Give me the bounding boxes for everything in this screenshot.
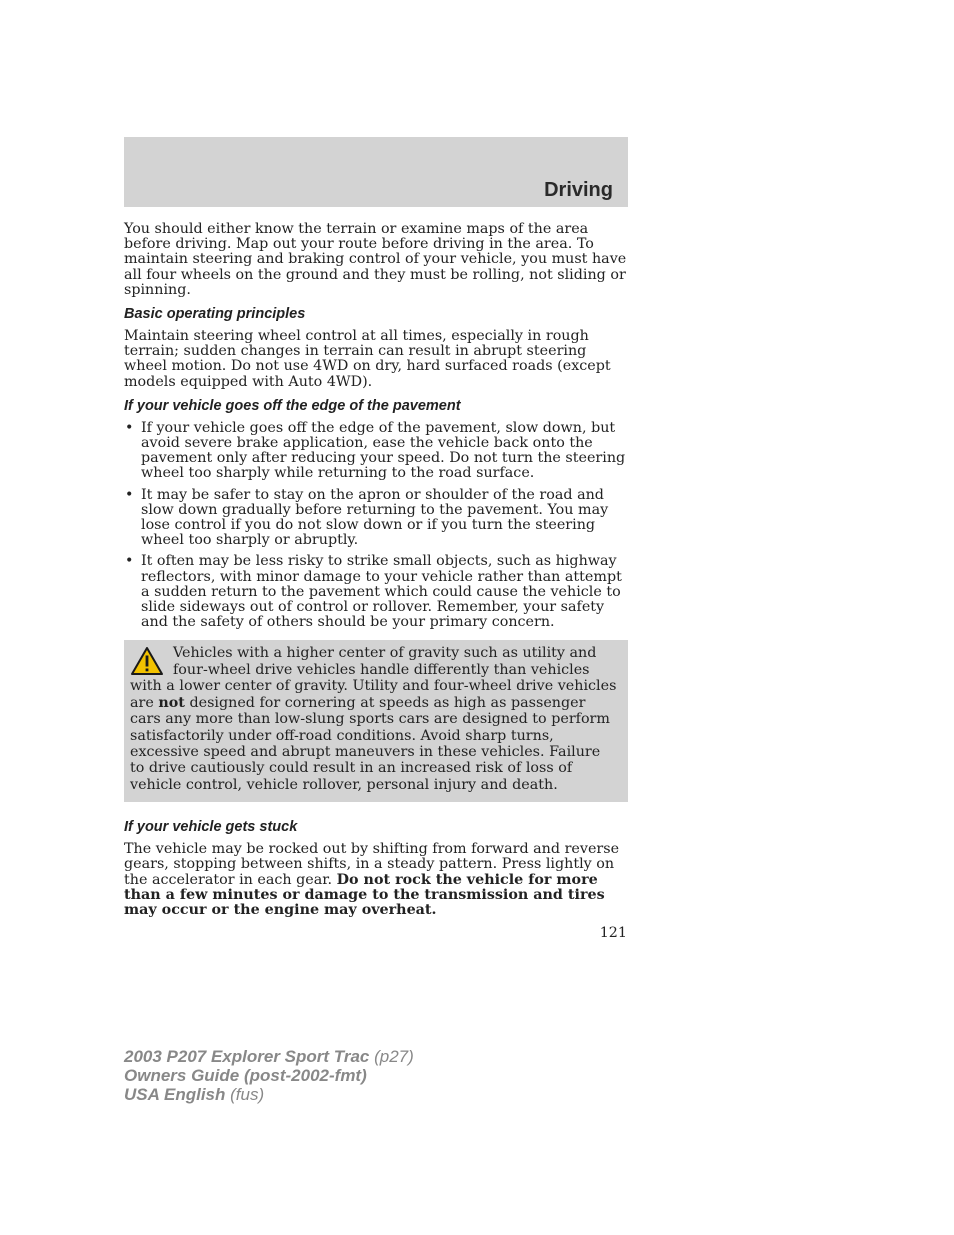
list-item xyxy=(124,554,628,630)
warning-text-bold: not xyxy=(158,694,185,711)
list-item xyxy=(124,488,628,549)
basic-principles-paragraph: Maintain steering wheel control at all times, especially in rough terrain; sudden changes in terrain can result in abrupt steering wheel motion. Do not use 4WD on dry, hard surfaced roads (except models equipped with Auto 4WD). xyxy=(124,328,611,390)
heading-vehicle-stuck: If your vehicle gets stuck xyxy=(124,819,298,836)
list-item xyxy=(124,421,628,482)
off-pavement-list xyxy=(124,421,628,631)
footer-line-3 xyxy=(124,1085,414,1104)
heading-basic-operating-principles: Basic operating principles xyxy=(124,306,306,323)
footer-line-2 xyxy=(124,1066,414,1085)
stuck-text-bold: Do not rock the vehicle for more than a few minutes or damage to the transmission and tires may occur or the engine may overheat. xyxy=(124,871,605,918)
warning-text-start: Vehicles with a higher center of gravity such as utility and four-wheel drive vehicles handle differently than vehicles with a lower center of gravity. Utility and four-wheel drive vehicles are xyxy=(130,645,617,711)
footer-guide: Owners Guide (post-2002-fmt) xyxy=(124,1066,367,1085)
list-item-text: It often may be less risky to strike small objects, such as highway reflectors, with minor damage to your vehicle rather than attempt a sudden return to the pavement which could cause the vehicle to slide sideways out of control or rollover. Remember, your safety and the safety of others should be your primary concern. xyxy=(141,553,622,631)
warning-box xyxy=(124,640,628,802)
bullet-glyph: • xyxy=(125,419,134,436)
page-content xyxy=(124,222,628,918)
bullet-glyph: • xyxy=(125,486,134,503)
list-item-text: It may be safer to stay on the apron or shoulder of the road and slow down gradually before returning to the pavement. You may lose control if you do not slow down or if you turn the steering wheel too sharply or abruptly. xyxy=(141,486,609,549)
section-title: Driving xyxy=(544,179,613,201)
section-header-bar xyxy=(124,137,628,207)
footer-language-code: (fus) xyxy=(230,1085,265,1104)
intro-paragraph: You should either know the terrain or examine maps of the area before driving. Map out your route before driving in the area. To maintain steering and braking control of your vehicle, you must have all four wheels on the ground and they must be rolling, not sliding or spinning. xyxy=(124,221,627,298)
page-number: 121 xyxy=(599,925,627,941)
warning-triangle-icon xyxy=(130,646,164,676)
footer-page-code: (p27) xyxy=(374,1047,414,1066)
bullet-glyph: • xyxy=(125,553,134,570)
spacer xyxy=(124,802,628,819)
footer-line-1 xyxy=(124,1047,414,1066)
warning-text-end: designed for cornering at speeds as high as passenger cars any more than low-slung sports cars are designed to perform satisfactorily under off-road conditions. Avoid sharp turns, excessive speed and abrupt maneuvers in these vehicles. Failure to drive cautiously could result in an increased risk of loss of vehicle control, vehicle rollover, personal injury and death. xyxy=(130,694,610,793)
list-item-text: If your vehicle goes off the edge of the pavement, slow down, but avoid severe brake application, ease the vehicle back onto the pavement only after reducing your speed. Do not turn the steering wheel too sharply while returning to the road surface. xyxy=(141,419,626,482)
footer-language: USA English xyxy=(124,1085,226,1104)
heading-off-pavement: If your vehicle goes off the edge of the pavement xyxy=(124,397,461,414)
document-footer xyxy=(124,1047,414,1104)
stuck-text: The vehicle may be rocked out by shifting from forward and reverse gears, stopping between shifts, in a steady pattern. Press lightly on the accelerator in each gear. xyxy=(124,841,620,888)
stuck-paragraph xyxy=(124,842,628,918)
footer-model: 2003 P207 Explorer Sport Trac xyxy=(124,1047,370,1066)
